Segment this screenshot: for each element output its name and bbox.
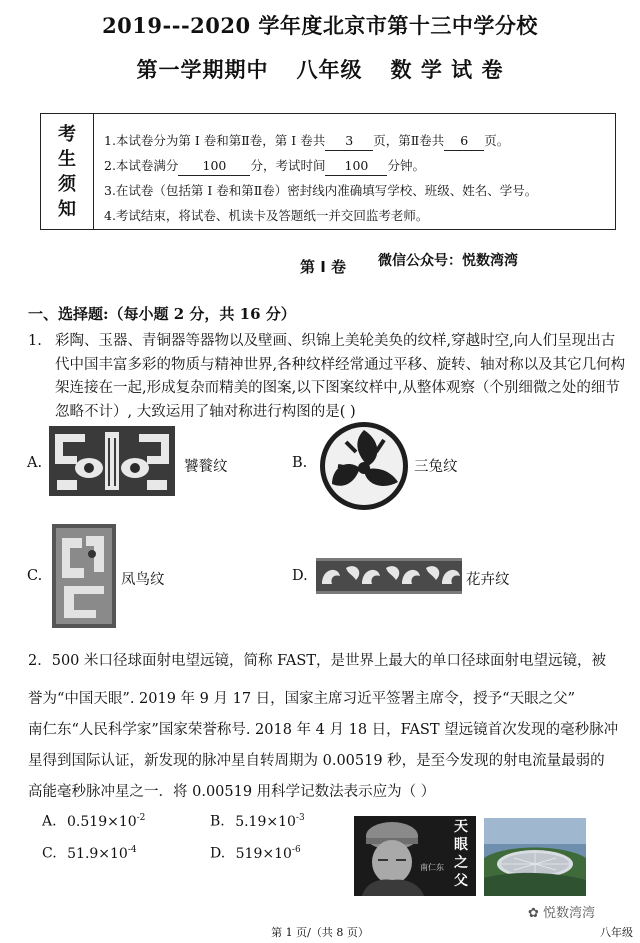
exam-title-subject — [0, 54, 640, 84]
volume-label: 第 I 卷 — [300, 258, 347, 276]
q2-option-c — [42, 845, 137, 862]
option-name: 饕餮纹 — [184, 459, 228, 475]
notice-label-char: 须 — [58, 173, 76, 195]
option-name: 凤鸟纹 — [121, 572, 165, 588]
question-2-line: 星得到国际认证，新发现的脉冲星自转周期为 0.00519 秒，是至今发现的射电流量最弱的 — [28, 753, 605, 769]
page-count-part2: 6 — [444, 132, 484, 151]
notice-line-1 — [104, 128, 615, 153]
option-mantissa: 519×10 — [235, 845, 292, 862]
option-letter: A. — [42, 813, 57, 830]
subject-label: 数 学 试 卷 — [390, 57, 504, 82]
wechat-watermark — [528, 902, 595, 921]
exam-notice-box — [40, 113, 616, 230]
full-score: 100 — [178, 157, 250, 176]
notice-text: 页，第Ⅱ卷共 — [373, 133, 445, 148]
q2-option-a — [42, 813, 145, 830]
option-name: 三兔纹 — [414, 459, 458, 475]
notice-body — [94, 114, 615, 229]
option-letter: D. — [292, 568, 308, 584]
option-mantissa: 51.9×10 — [67, 845, 128, 862]
wechat-icon: ✿ — [528, 906, 539, 921]
question-2-line: 2．500 米口径球面射电望远镜，简称 FAST，是世界上最大的单口径球面射电望远镜，被 — [28, 653, 606, 669]
question-2-line: 高能毫秒脉冲星之一．将 0.00519 用科学记数法表示应为（ ） — [28, 784, 436, 800]
fast-telescope-image — [484, 818, 586, 896]
exam-title-school: 2019---2020 学年度北京市第十三中学分校 — [102, 13, 538, 38]
exam-duration: 100 — [325, 157, 387, 176]
nan-rendong-portrait-image — [354, 816, 476, 896]
grade-label: 八年级 — [296, 57, 363, 82]
watermark-text: 悦数湾湾 — [543, 906, 596, 921]
photo-caption-name: 南仁东 — [420, 863, 444, 872]
phoenix-bird-pattern-image — [52, 524, 116, 628]
three-rabbits-pattern-image — [318, 420, 410, 512]
notice-label — [41, 114, 94, 229]
caption-char: 天 — [454, 819, 468, 835]
footer-grade: 八年级 — [600, 926, 633, 939]
page-footer: 第 1 页/（共 8 页） — [271, 926, 369, 939]
option-exponent: -2 — [136, 813, 146, 823]
option-letter: C. — [27, 568, 43, 584]
option-exponent: -6 — [291, 845, 301, 855]
question-number: 1. — [28, 333, 42, 349]
option-letter: A. — [27, 455, 43, 471]
notice-label-char: 考 — [58, 123, 76, 145]
option-letter: B. — [210, 813, 225, 830]
notice-text: 2.本试卷满分 — [104, 158, 179, 173]
question-1 — [28, 330, 626, 424]
option-mantissa: 5.19×10 — [235, 813, 296, 830]
term-label: 第一学期期中 — [136, 57, 269, 82]
question-2-line: 誉为“中国天眼”. 2019 年 9 月 17 日，国家主席习近平签署主席令，授予“天眼之父” — [28, 691, 575, 707]
notice-text: 分，考试时间 — [250, 158, 326, 173]
wechat-account: 微信公众号：悦数湾湾 — [378, 253, 518, 269]
notice-line-3: 3.在试卷（包括第 I 卷和第Ⅱ卷）密封线内准确填写学校、班级、姓名、学号。 — [104, 183, 538, 198]
notice-label-char: 知 — [58, 198, 76, 220]
photo-caption-vertical — [450, 818, 472, 890]
option-letter: D. — [210, 845, 226, 862]
notice-line-2 — [104, 153, 615, 178]
question-2-line: 南仁东“人民科学家”国家荣誉称号. 2018 年 4 月 18 日，FAST 望远镜首次发现的毫秒脉冲 — [28, 722, 619, 738]
question-2 — [28, 646, 626, 808]
notice-label-char: 生 — [58, 148, 76, 170]
option-letter: B. — [292, 455, 308, 471]
floral-pattern-image — [316, 558, 462, 594]
q2-option-d — [210, 845, 301, 862]
notice-text: 页。 — [484, 133, 510, 148]
option-exponent: -3 — [295, 813, 305, 823]
option-name: 花卉纹 — [466, 572, 510, 588]
notice-text: 分钟。 — [387, 158, 425, 173]
question-text: 彩陶、玉器、青铜器等器物以及壁画、织锦上美轮美奂的纹样,穿越时空,向人们呈现出古代中国丰富多彩的物质与精神世界,各种纹样经常通过平移、旋转、轴对称以及其它几何构架连接在一起,形成复杂而精美的图案,以下图案纹样中,从整体观察（个别细微之处的细节忽略不计）, 大致运用了轴对称进行构图的是( ) — [55, 333, 626, 420]
option-letter: C. — [42, 845, 57, 862]
q2-option-b — [210, 813, 305, 830]
notice-text: 1.本试卷分为第 I 卷和第Ⅱ卷，第 I 卷共 — [104, 133, 326, 148]
caption-char: 之 — [454, 855, 468, 871]
notice-line-4: 4.考试结束，将试卷、机读卡及答题纸一并交回监考老师。 — [104, 208, 429, 223]
page-count-part1: 3 — [325, 132, 373, 151]
caption-char: 父 — [454, 873, 468, 889]
section-heading: 一、选择题:（每小题 2 分，共 16 分） — [28, 305, 296, 323]
option-mantissa: 0.519×10 — [67, 813, 137, 830]
option-exponent: -4 — [127, 845, 137, 855]
caption-char: 眼 — [454, 837, 468, 853]
taotie-pattern-image — [47, 424, 177, 498]
